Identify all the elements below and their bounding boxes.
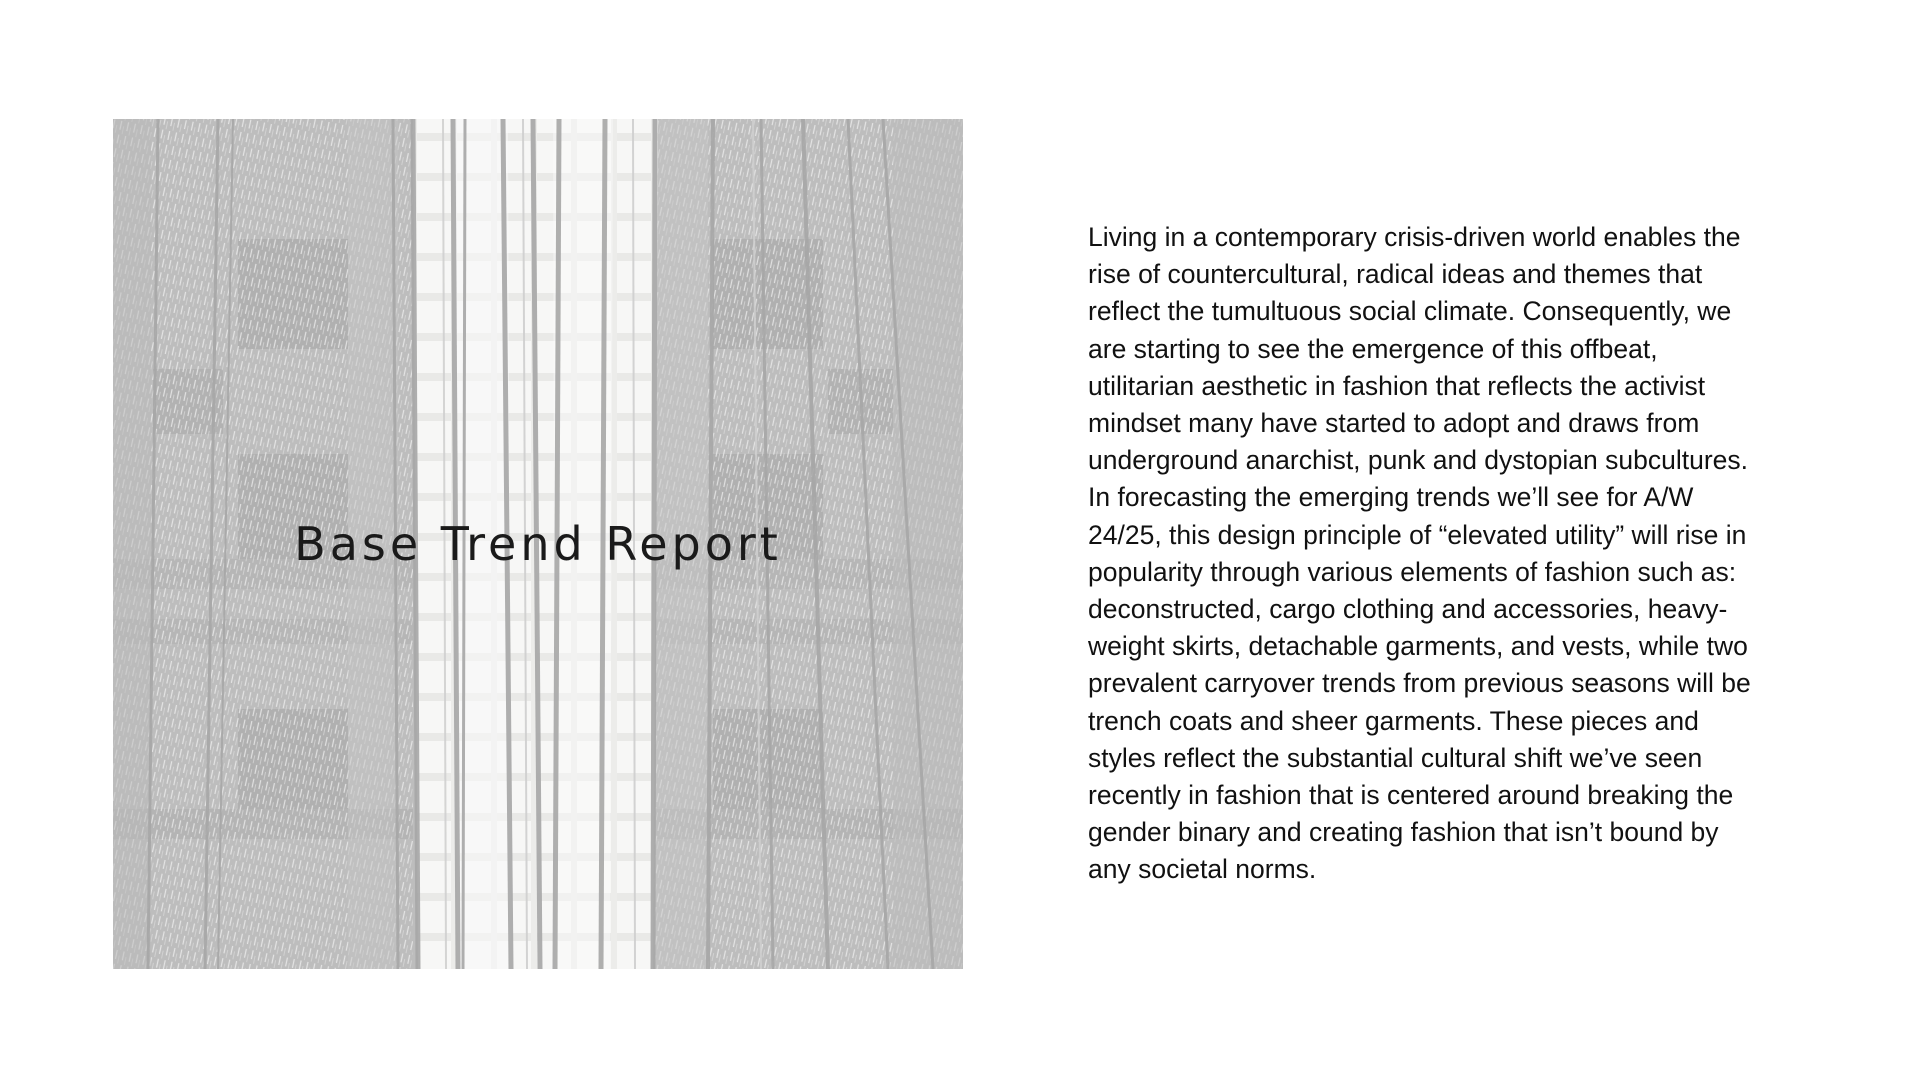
slide-title: Base Trend Report <box>294 517 782 571</box>
hero-image-plaid-fabric <box>113 119 963 969</box>
plaid-fabric-illustration <box>113 119 963 969</box>
body-paragraph: Living in a contemporary crisis-driven world enables the rise of countercultural, radical ideas and themes that reflect the tumultuous social climate. Consequently, we are starting to see the emergence of this offbeat, utilitarian aesthetic in fashion that reflects the activist mindset many have started to adopt and draws from underground anarchist, punk and dystopian subcultures. In forecasting the emerging trends we’ll see for A/W 24/25, this design principle of “elevated utility” will rise in popularity through various elements of fashion such as: deconstructed, cargo clothing and accessories, heavy-weight skirts, detachable garments, and vests, while two prevalent carryover trends from previous seasons will be trench coats and sheer garments. These pieces and styles reflect the substantial cultural shift we’ve seen recently in fashion that is centered around breaking the gender binary and creating fashion that isn’t bound by any societal norms. <box>1088 222 1751 885</box>
